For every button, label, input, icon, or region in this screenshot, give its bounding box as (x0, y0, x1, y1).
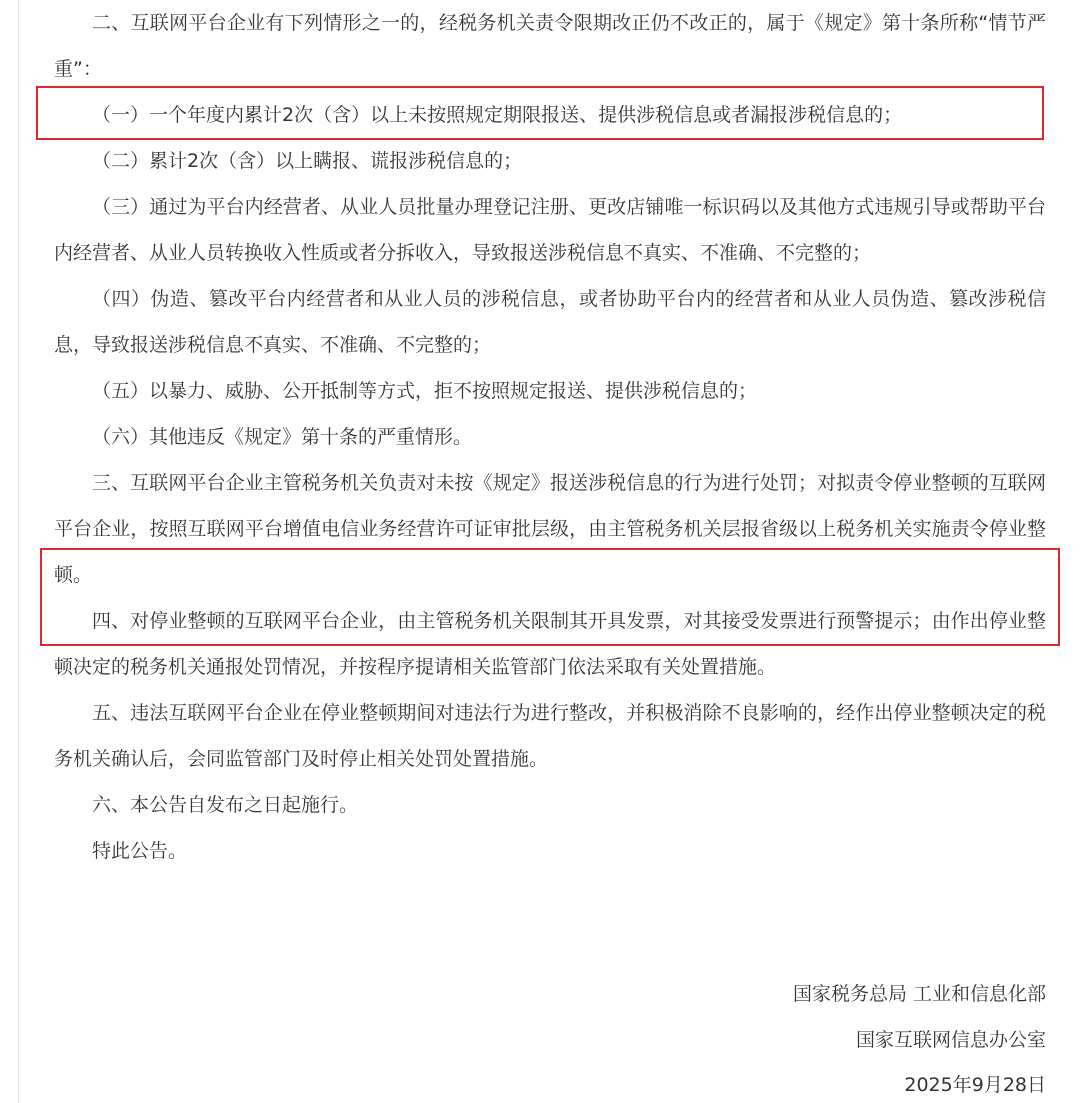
paragraph-item-1: （一）一个年度内累计2次（含）以上未按照规定期限报送、提供涉税信息或者漏报涉税信息的； (92, 104, 903, 126)
paragraph-section-6: 六、本公告自发布之日起施行。 (92, 794, 359, 816)
left-border-line (18, 0, 19, 1103)
paragraph-item-6: （六）其他违反《规定》第十条的严重情形。 (92, 426, 473, 448)
signature-issuer-line-2: 国家互联网信息办公室 (855, 1029, 1046, 1051)
signature-issuer-line-1: 国家税务总局 工业和信息化部 (792, 983, 1046, 1005)
paragraph-section-2: 二、互联网平台企业有下列情形之一的，经税务机关责令限期改正仍不改正的，属于《规定》第十条所称“情节严重”： (54, 12, 1046, 80)
highlight-box-section-3 (40, 548, 1060, 646)
paragraph-item-5: （五）以暴力、威胁、公开抵制等方式，拒不按照规定报送、提供涉税信息的； (92, 380, 758, 402)
paragraph-section-3: 三、互联网平台企业主管税务机关负责对未按《规定》报送涉税信息的行为进行处罚；对拟责令停业整顿的互联网平台企业，按照互联网平台增值电信业务经营许可证审批层级，由主管税务机关层报省级以上税务机关实施责令停业整顿。 (54, 472, 1046, 586)
paragraph-closing: 特此公告。 (92, 840, 188, 862)
signature-date: 2025年9月28日 (904, 1074, 1046, 1096)
paragraph-item-3: （三）通过为平台内经营者、从业人员批量办理登记注册、更改店铺唯一标识码以及其他方式违规引导或帮助平台内经营者、从业人员转换收入性质或者分拆收入，导致报送涉税信息不真实、不准确、不完整的； (54, 196, 1046, 264)
paragraph-section-4: 四、对停业整顿的互联网平台企业，由主管税务机关限制其开具发票，对其接受发票进行预警提示；由作出停业整顿决定的税务机关通报处罚情况，并按程序提请相关监管部门依法采取有关处置措施。 (54, 610, 1046, 678)
paragraph-section-5: 五、违法互联网平台企业在停业整顿期间对违法行为进行整改，并积极消除不良影响的，经作出停业整顿决定的税务机关确认后，会同监管部门及时停止相关处罚处置措施。 (54, 702, 1046, 770)
paragraph-item-2: （二）累计2次（含）以上瞒报、谎报涉税信息的； (92, 150, 523, 172)
highlight-box-item-1 (36, 86, 1044, 140)
paragraph-item-4: （四）伪造、篡改平台内经营者和从业人员的涉税信息，或者协助平台内的经营者和从业人员伪造、篡改涉税信息，导致报送涉税信息不真实、不准确、不完整的； (54, 288, 1046, 356)
